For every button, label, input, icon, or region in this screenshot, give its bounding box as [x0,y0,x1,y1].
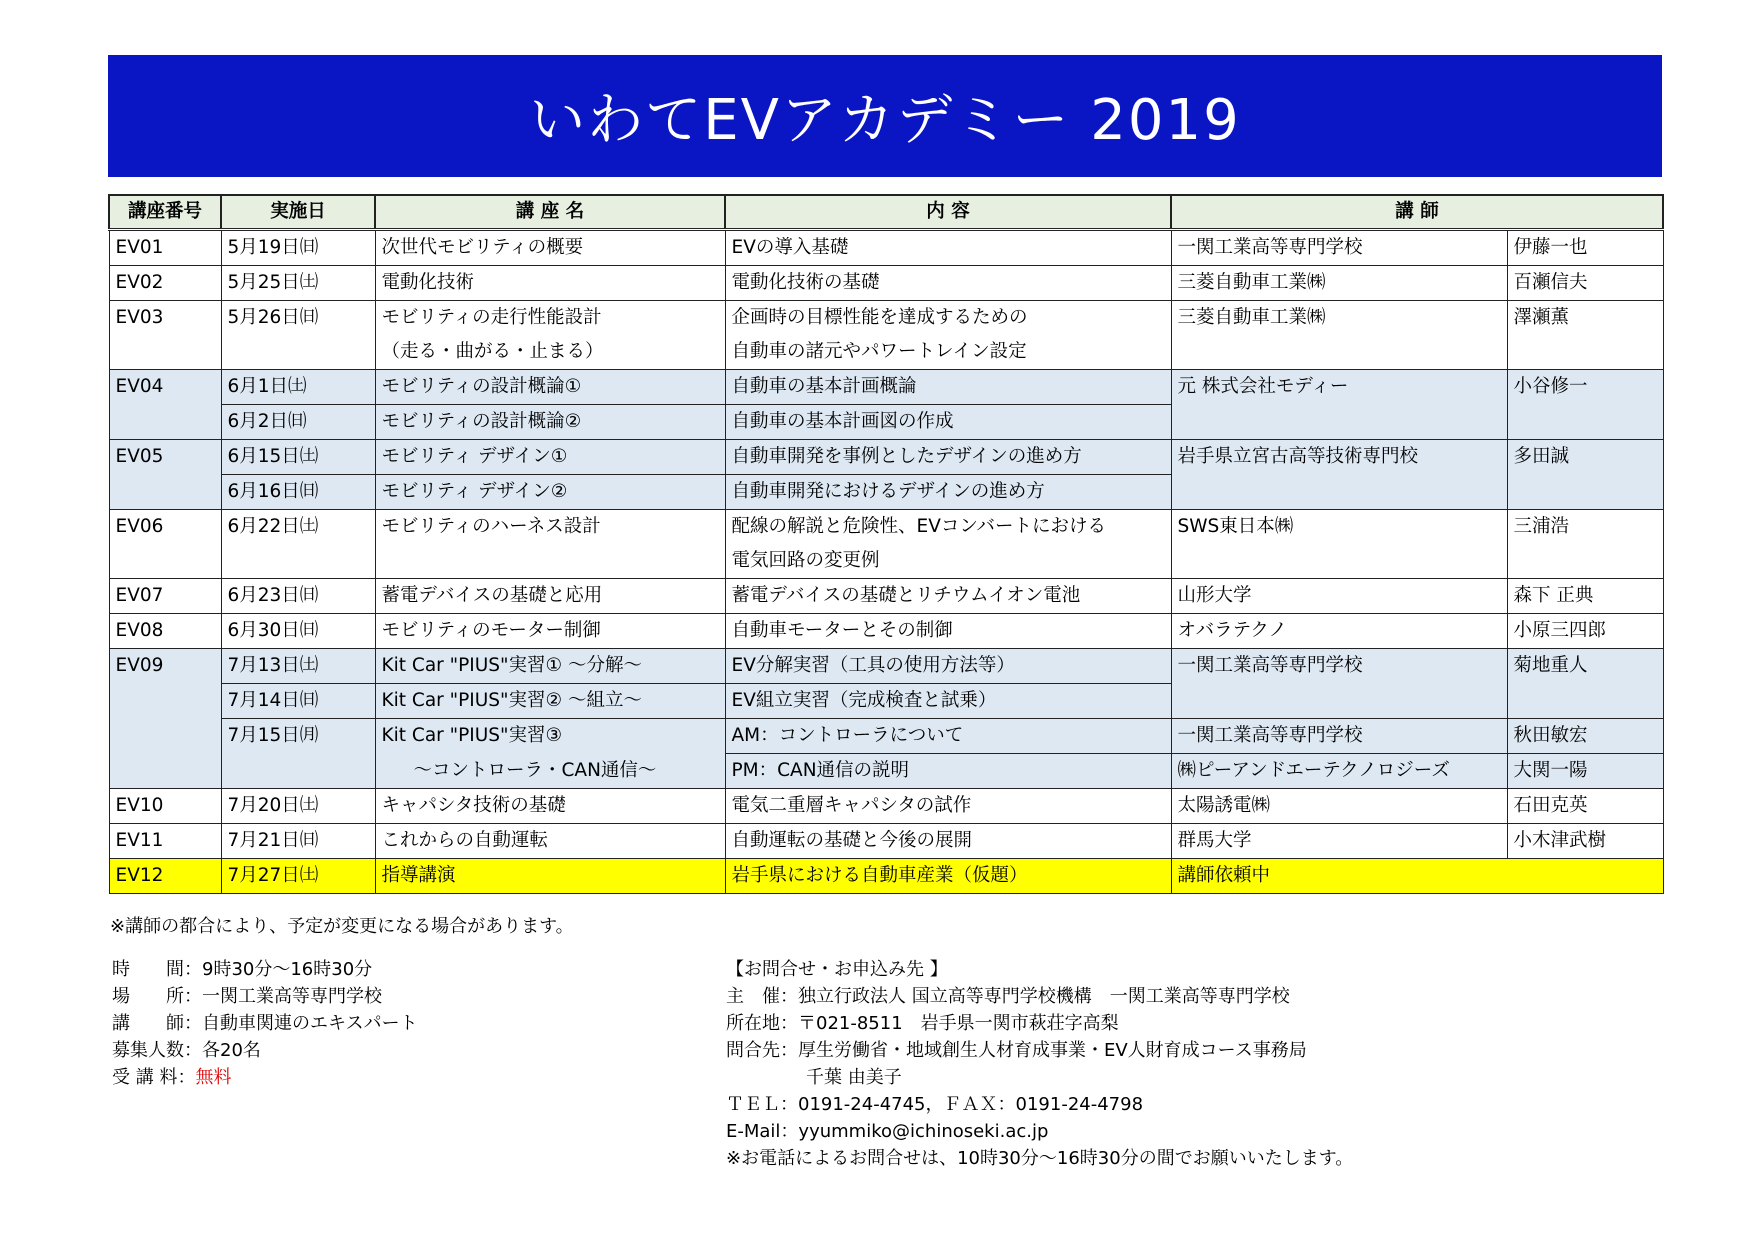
table-row [109,230,1663,266]
course-details [112,956,418,1091]
course-date: 5月26日㈰ [221,301,375,370]
course-content: 蓄電デバイスの基礎とリチウムイオン電池 [725,579,1171,614]
course-name: モビリティの設計概論① [375,370,725,405]
contact-phone-note: ※お電話によるお問合せは、10時30分～16時30分の間でお願いいたします。 [726,1148,1354,1169]
lecturer-name: 小原三四郎 [1507,614,1663,649]
course-content: EV組立実習（完成検査と試乗） [725,684,1171,719]
contact-email[interactable]: E-Mail：yyummiko@ichinoseki.ac.jp [726,1121,1049,1142]
course-date: 5月25日㈯ [221,266,375,301]
course-name: Kit Car "PIUS"実習③ [375,719,725,754]
course-name-line2: （走る・曲がる・止まる） [381,341,604,362]
course-content: 自動車開発を事例としたデザインの進め方 [725,440,1171,475]
detail-capacity-value: 各20名 [202,1040,261,1061]
course-content: AM：コントローラについて [725,719,1171,754]
lecturer-org: 太陽誘電㈱ [1171,789,1507,824]
course-name: Kit Car "PIUS"実習① ～分解～ [375,649,725,684]
course-number: EV08 [109,614,221,649]
course-content: 自動運転の基礎と今後の展開 [725,824,1171,859]
lecturer-org: 三菱自動車工業㈱ [1171,301,1507,370]
lecturer-org: 元 株式会社モディー [1171,370,1507,440]
lecturer-name: 澤瀬薫 [1507,301,1663,370]
course-name: 蓄電デバイスの基礎と応用 [375,579,725,614]
course-date: 7月21日㈰ [221,824,375,859]
detail-time-value: 9時30分～16時30分 [202,959,373,980]
lecturer-name: 石田克英 [1507,789,1663,824]
course-date: 6月16日㈰ [221,475,375,510]
table-row [109,649,1663,684]
detail-time [112,956,418,983]
course-content-line1: 配線の解説と危険性、EVコンバートにおける [731,516,1107,537]
course-name: モビリティ デザイン① [375,440,725,475]
schedule-change-note: ※講師の都合により、予定が変更になる場合があります。 [110,916,574,937]
course-content: EV分解実習（工具の使用方法等） [725,649,1171,684]
lecturer-org: 一関工業高等専門学校 [1171,719,1507,754]
detail-place [112,983,418,1010]
table-row [109,824,1663,859]
course-date: 7月27日㈯ [221,859,375,894]
table-row [109,579,1663,614]
course-content: 自動車の基本計画概論 [725,370,1171,405]
course-number: EV09 [109,649,221,789]
course-date: 6月23日㈰ [221,579,375,614]
course-name: ～コントローラ・CAN通信～ [375,754,725,789]
course-number: EV07 [109,579,221,614]
table-row [109,266,1663,301]
detail-place-value: 一関工業高等専門学校 [202,986,382,1007]
contact-heading: 【お問合せ・お申込み先 】 [726,959,948,980]
lecturer-org: ㈱ピーアンドエーテクノロジーズ [1171,754,1507,789]
lecturer-name: 小谷修一 [1507,370,1663,440]
table-header-row [109,195,1663,230]
course-name-line1: モビリティの走行性能設計 [381,307,602,328]
course-name: これからの自動運転 [375,824,725,859]
lecturer-org: 三菱自動車工業㈱ [1171,266,1507,301]
header-content: 内 容 [725,195,1171,230]
course-content-line2: 自動車の諸元やパワートレイン設定 [731,341,1027,362]
lecturer-name: 菊地重人 [1507,649,1663,719]
lecturer-name: 森下 正典 [1507,579,1663,614]
lecturer-name: 秋田敏宏 [1507,719,1663,754]
contact-tel-fax: ＴＥＬ：0191-24-4745，ＦＡＸ：0191-24-4798 [726,1094,1144,1115]
detail-fee-label: 受 講 料： [112,1067,196,1088]
lecturer-name: 大関一陽 [1507,754,1663,789]
course-date: 7月15日㈪ [221,719,375,789]
lecturer-name: 百瀬信夫 [1507,266,1663,301]
course-number: EV05 [109,440,221,510]
contact-address: 所在地：〒021-8511 岩手県一関市萩荘字高梨 [726,1013,1119,1034]
course-content: 岩手県における自動車産業（仮題） [725,859,1171,894]
course-date: 5月19日㈰ [221,230,375,266]
course-name: モビリティのハーネス設計 [375,510,725,579]
course-content: 自動車開発におけるデザインの進め方 [725,475,1171,510]
course-date: 6月22日㈯ [221,510,375,579]
detail-time-label: 時 間： [112,959,202,980]
table-row [109,614,1663,649]
lecturer-name: 伊藤一也 [1507,230,1663,266]
course-content: 自動車モーターとその制御 [725,614,1171,649]
table-row [109,859,1663,894]
table-row [109,719,1663,754]
lecturer-org: 講師依頼中 [1171,859,1663,894]
course-date: 6月15日㈯ [221,440,375,475]
lecturer-name: 多田誠 [1507,440,1663,510]
lecturer-org: SWS東日本㈱ [1171,510,1507,579]
header-date: 実施日 [221,195,375,230]
course-name: 次世代モビリティの概要 [375,230,725,266]
lecturer-org: 一関工業高等専門学校 [1171,230,1507,266]
course-number: EV01 [109,230,221,266]
detail-lecturer [112,1010,418,1037]
course-content-line2: 電気回路の変更例 [731,550,880,571]
course-date: 6月2日㈰ [221,405,375,440]
course-content-line1: 企画時の目標性能を達成するための [731,307,1028,328]
table-row [109,789,1663,824]
course-date: 7月13日㈯ [221,649,375,684]
page-title: いわてEVアカデミー 2019 [108,55,1662,177]
lecturer-name: 小木津武樹 [1507,824,1663,859]
course-number: EV10 [109,789,221,824]
course-name: 電動化技術 [375,266,725,301]
lecturer-name: 三浦浩 [1507,510,1663,579]
detail-fee-value: 無料 [195,1067,232,1088]
table-row [109,440,1663,475]
detail-place-label: 場 所： [112,986,202,1007]
course-name: モビリティのモーター制御 [375,614,725,649]
contact-inquiry: 問合先：厚生労働省・地域創生人材育成事業・EV人財育成コース事務局 [726,1040,1307,1061]
course-content: 電動化技術の基礎 [725,266,1171,301]
header-lecturer: 講 師 [1171,195,1663,230]
course-content [725,301,1171,370]
course-name: Kit Car "PIUS"実習② ～組立～ [375,684,725,719]
course-content: EVの導入基礎 [725,230,1171,266]
lecturer-org: 山形大学 [1171,579,1507,614]
table-row [109,510,1663,579]
lecturer-org: 群馬大学 [1171,824,1507,859]
course-name: モビリティ デザイン② [375,475,725,510]
course-name: 指導講演 [375,859,725,894]
course-number: EV03 [109,301,221,370]
course-date: 7月20日㈯ [221,789,375,824]
course-number: EV04 [109,370,221,440]
course-date: 7月14日㈰ [221,684,375,719]
contact-person: 千葉 由美子 [806,1067,902,1088]
header-course-name: 講 座 名 [375,195,725,230]
course-content: PM：CAN通信の説明 [725,754,1171,789]
table-row [109,370,1663,405]
contact-info [726,956,1353,1172]
course-name [375,301,725,370]
table-row [109,301,1663,370]
course-number: EV11 [109,824,221,859]
course-number: EV02 [109,266,221,301]
detail-fee [112,1064,418,1091]
course-date: 6月30日㈰ [221,614,375,649]
course-content: 自動車の基本計画図の作成 [725,405,1171,440]
header-course-number: 講座番号 [109,195,221,230]
course-content: 電気二重層キャパシタの試作 [725,789,1171,824]
lecturer-org: オバラテクノ [1171,614,1507,649]
course-date: 6月1日㈯ [221,370,375,405]
lecturer-org: 岩手県立宮古高等技術専門校 [1171,440,1507,510]
course-number: EV06 [109,510,221,579]
course-schedule-table [108,194,1664,894]
course-name: モビリティの設計概論② [375,405,725,440]
contact-sponsor: 主 催：独立行政法人 国立高等専門学校機構 一関工業高等専門学校 [726,986,1290,1007]
course-content [725,510,1171,579]
detail-lecturer-label: 講 師： [112,1013,202,1034]
lecturer-org: 一関工業高等専門学校 [1171,649,1507,719]
detail-capacity [112,1037,418,1064]
detail-capacity-label: 募集人数： [112,1040,202,1061]
detail-lecturer-value: 自動車関連のエキスパート [202,1013,418,1034]
course-number: EV12 [109,859,221,894]
course-name: キャパシタ技術の基礎 [375,789,725,824]
